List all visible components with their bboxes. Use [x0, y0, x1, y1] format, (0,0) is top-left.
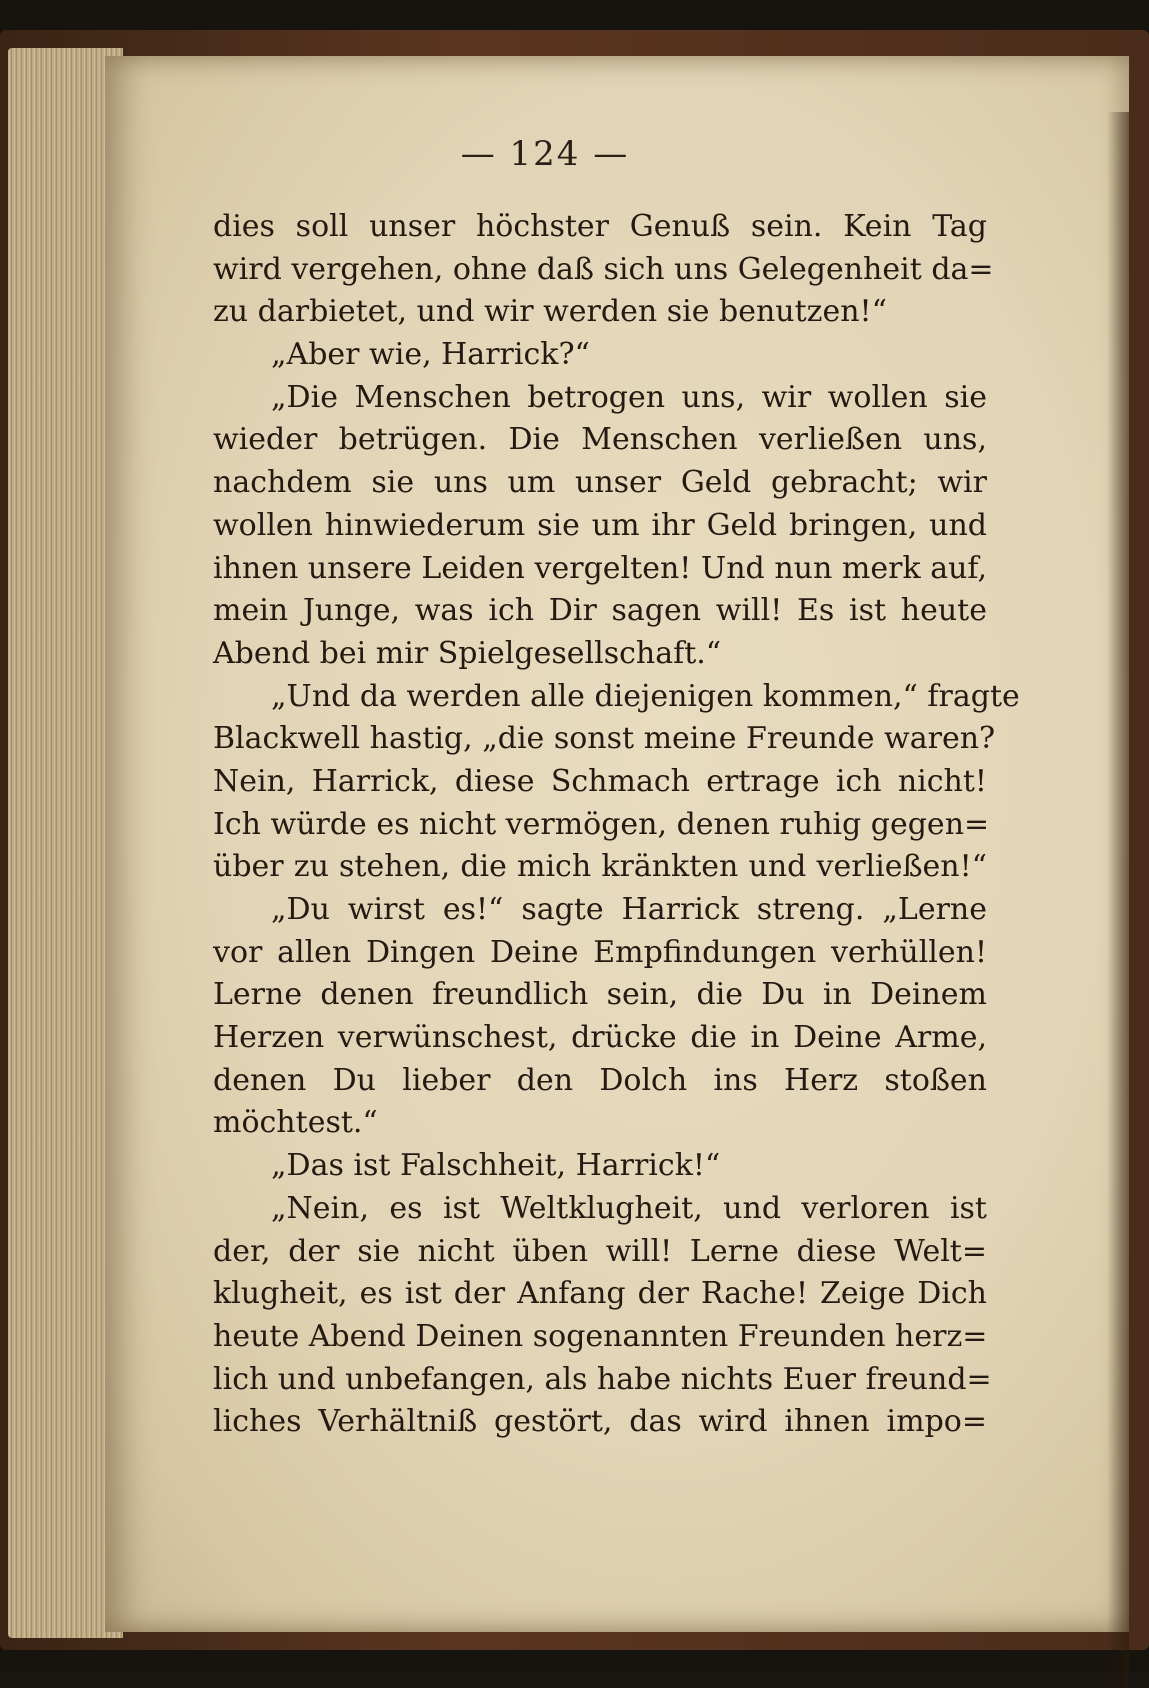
text-line: Herzen verwünschest, drücke die in Deine Arme, — [213, 1020, 987, 1056]
text-line: wollen hinwiederum sie um ihr Geld bringen, und — [213, 507, 987, 543]
text-line: denen Du lieber den Dolch ins Herz stoßen — [213, 1062, 987, 1098]
text-line: dies soll unser höchster Genuß sein. Kein Tag — [213, 209, 987, 244]
text-line: Ich würde es nicht vermögen, denen ruhig gegen= — [213, 806, 990, 842]
page-number: — 124 — — [460, 134, 630, 174]
text-line: Abend bei mir Spielgesellschaft.“ — [213, 635, 722, 671]
gutter-shadow — [1107, 112, 1129, 1688]
text-line: der, der sie nicht üben will! Lerne diese Welt= — [213, 1233, 987, 1269]
text-line: liches Verhältniß gestört, das wird ihnen impo= — [213, 1404, 987, 1440]
text-line: „Du wirst es!“ sagte Harrick streng. „Lerne — [271, 892, 987, 927]
text-line: „Und da werden alle diejenigen kommen,“ fragte — [271, 678, 1020, 714]
text-line: „Das ist Falschheit, Harrick!“ — [271, 1148, 721, 1184]
text-line: „Aber wie, Harrick?“ — [271, 337, 590, 373]
text-line: ihnen unsere Leiden vergelten! Und nun merk auf, — [213, 550, 987, 586]
text-line: „Nein, es ist Weltklugheit, und verloren ist — [271, 1190, 987, 1226]
text-line: Lerne denen freundlich sein, die Du in Deinem — [213, 977, 987, 1013]
book-page — [105, 56, 1129, 1632]
text-line: über zu stehen, die mich kränkten und verließen!“ — [213, 849, 987, 885]
text-line: mein Junge, was ich Dir sagen will! Es ist heute — [213, 593, 987, 629]
text-line: Nein, Harrick, diese Schmach ertrage ich nicht! — [213, 763, 987, 799]
text-line: Blackwell hastig, „die sonst meine Freunde waren? — [213, 721, 996, 757]
text-line: zu darbietet, und wir werden sie benutzen!“ — [213, 294, 887, 330]
text-line: möchtest.“ — [213, 1105, 378, 1141]
page-text — [213, 206, 1020, 1444]
text-line: heute Abend Deinen sogenannten Freunden herz= — [213, 1318, 988, 1354]
text-line: wird vergehen, ohne daß sich uns Gelegenheit da= — [213, 251, 994, 287]
text-line: lich und unbefangen, als habe nichts Euer freund= — [213, 1361, 992, 1397]
text-line: wieder betrügen. Die Menschen verließen uns, — [213, 422, 987, 458]
text-line: vor allen Dingen Deine Empfindungen verhüllen! — [213, 934, 987, 970]
text-line: klugheit, es ist der Anfang der Rache! Zeige Dich — [213, 1276, 987, 1312]
text-line: „Die Menschen betrogen uns, wir wollen sie — [271, 379, 987, 415]
text-line: nachdem sie uns um unser Geld gebracht; wir — [213, 465, 987, 501]
